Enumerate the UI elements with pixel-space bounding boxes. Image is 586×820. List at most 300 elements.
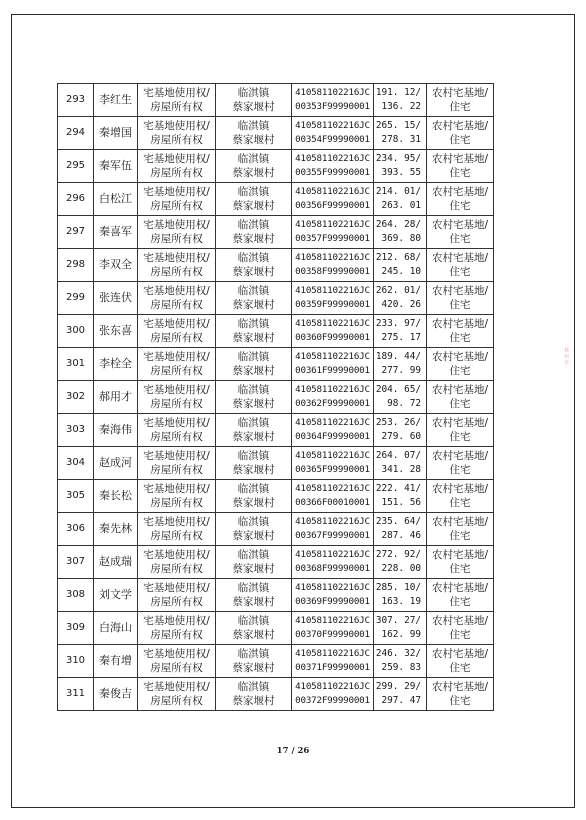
cell-right-type-text: 房屋所有权 <box>150 101 203 113</box>
cell-location-text: 蔡家堰村 <box>232 662 275 674</box>
cell-location <box>216 480 292 513</box>
cell-area-text: 420. 26 <box>381 299 421 310</box>
cell-unit-code <box>292 447 374 480</box>
cell-unit-code <box>292 579 374 612</box>
cell-right-type <box>138 546 216 579</box>
cell-holder-name <box>94 447 138 480</box>
cell-unit-code-text: 410581102216JC <box>295 483 370 494</box>
cell-serial-number-text: 304 <box>65 457 86 468</box>
cell-usage-text: 住宅 <box>449 200 471 212</box>
cell-location-text: 临淇镇 <box>237 417 270 429</box>
cell-area-text: 163. 19 <box>381 596 421 607</box>
cell-usage-text: 住宅 <box>449 167 471 179</box>
cell-right-type-text: 房屋所有权 <box>150 629 203 641</box>
cell-location <box>216 249 292 282</box>
cell-location-text: 蔡家堰村 <box>232 167 275 179</box>
cell-serial-number <box>58 216 94 249</box>
cell-location <box>216 513 292 546</box>
cell-usage <box>427 480 494 513</box>
table-row <box>58 315 494 348</box>
cell-location-text: 蔡家堰村 <box>232 134 275 146</box>
cell-unit-code-text: 410581102216JC <box>295 87 370 98</box>
cell-right-type-text: 宅基地使用权/ <box>143 549 210 561</box>
cell-usage <box>427 612 494 645</box>
cell-unit-code-text: 410581102216JC <box>295 384 370 395</box>
cell-right-type-text: 房屋所有权 <box>150 167 203 179</box>
cell-usage-text: 住宅 <box>449 101 471 113</box>
cell-holder-name <box>94 84 138 117</box>
cell-location-text: 临淇镇 <box>237 186 270 198</box>
cell-unit-code-text: 00362F99990001 <box>295 398 370 409</box>
cell-unit-code-text: 410581102216JC <box>295 153 370 164</box>
cell-location-text: 临淇镇 <box>237 615 270 627</box>
cell-area-text: 246. 32/ <box>375 648 421 659</box>
cell-right-type-text: 宅基地使用权/ <box>143 516 210 528</box>
cell-unit-code-text: 410581102216JC <box>295 648 370 659</box>
cell-right-type-text: 宅基地使用权/ <box>143 351 210 363</box>
cell-unit-code-text: 00360F99990001 <box>295 332 370 343</box>
cell-right-type-text: 宅基地使用权/ <box>143 384 210 396</box>
cell-unit-code-text: 410581102216JC <box>295 252 370 263</box>
cell-area <box>374 348 427 381</box>
cell-serial-number-text: 300 <box>65 325 86 336</box>
cell-serial-number-text: 302 <box>65 391 86 402</box>
cell-unit-code <box>292 513 374 546</box>
cell-location <box>216 678 292 711</box>
cell-unit-code-text: 00357F99990001 <box>295 233 370 244</box>
cell-area <box>374 612 427 645</box>
table-row <box>58 678 494 711</box>
cell-location-text: 蔡家堰村 <box>232 233 275 245</box>
cell-location <box>216 579 292 612</box>
cell-location-text: 临淇镇 <box>237 648 270 660</box>
cell-usage-text: 住宅 <box>449 266 471 278</box>
cell-holder-name <box>94 678 138 711</box>
cell-area <box>374 315 427 348</box>
cell-usage-text: 农村宅基地/ <box>431 219 489 231</box>
cell-usage-text: 农村宅基地/ <box>431 582 489 594</box>
cell-serial-number-text: 297 <box>65 226 86 237</box>
cell-holder-name <box>94 381 138 414</box>
cell-usage-text: 农村宅基地/ <box>431 153 489 165</box>
cell-usage <box>427 381 494 414</box>
cell-usage <box>427 117 494 150</box>
cell-location <box>216 381 292 414</box>
cell-serial-number-text: 298 <box>65 259 86 270</box>
cell-location-text: 蔡家堰村 <box>232 596 275 608</box>
cell-right-type-text: 宅基地使用权/ <box>143 87 210 99</box>
table-row <box>58 381 494 414</box>
cell-location <box>216 84 292 117</box>
cell-right-type <box>138 381 216 414</box>
cell-serial-number-text: 293 <box>65 94 86 105</box>
cell-serial-number-text: 311 <box>65 688 86 699</box>
cell-area-text: 191. 12/ <box>375 87 421 98</box>
cell-right-type-text: 宅基地使用权/ <box>143 450 210 462</box>
cell-usage-text: 住宅 <box>449 629 471 641</box>
cell-unit-code-text: 410581102216JC <box>295 681 370 692</box>
cell-right-type <box>138 348 216 381</box>
cell-usage-text: 住宅 <box>449 233 471 245</box>
cell-location <box>216 612 292 645</box>
cell-serial-number-text: 296 <box>65 193 86 204</box>
cell-usage <box>427 348 494 381</box>
cell-right-type <box>138 249 216 282</box>
cell-right-type-text: 宅基地使用权/ <box>143 615 210 627</box>
cell-unit-code-text: 00354F99990001 <box>295 134 370 145</box>
cell-location-text: 蔡家堰村 <box>232 332 275 344</box>
cell-location-text: 临淇镇 <box>237 153 270 165</box>
cell-right-type <box>138 216 216 249</box>
cell-right-type <box>138 612 216 645</box>
cell-serial-number-text: 301 <box>65 358 86 369</box>
cell-holder-name <box>94 282 138 315</box>
cell-location <box>216 348 292 381</box>
cell-right-type-text: 房屋所有权 <box>150 464 203 476</box>
cell-unit-code-text: 00365F99990001 <box>295 464 370 475</box>
cell-usage <box>427 183 494 216</box>
cell-location-text: 临淇镇 <box>237 681 270 693</box>
cell-usage <box>427 414 494 447</box>
cell-right-type-text: 房屋所有权 <box>150 596 203 608</box>
cell-holder-name-text: 秦长松 <box>99 489 132 502</box>
cell-right-type <box>138 117 216 150</box>
cell-area-text: 285. 10/ <box>375 582 421 593</box>
cell-usage-text: 农村宅基地/ <box>431 285 489 297</box>
cell-right-type-text: 房屋所有权 <box>150 563 203 575</box>
cell-holder-name-text: 秦军伍 <box>99 159 132 172</box>
cell-usage <box>427 282 494 315</box>
cell-unit-code <box>292 381 374 414</box>
cell-area-text: 341. 28 <box>381 464 421 475</box>
cell-unit-code-text: 00359F99990001 <box>295 299 370 310</box>
cell-area-text: 264. 07/ <box>375 450 421 461</box>
cell-right-type-text: 房屋所有权 <box>150 398 203 410</box>
cell-usage-text: 农村宅基地/ <box>431 384 489 396</box>
cell-serial-number <box>58 348 94 381</box>
cell-location-text: 临淇镇 <box>237 516 270 528</box>
cell-location-text: 临淇镇 <box>237 582 270 594</box>
cell-unit-code-text: 410581102216JC <box>295 450 370 461</box>
cell-right-type-text: 房屋所有权 <box>150 266 203 278</box>
table-row <box>58 513 494 546</box>
cell-location-text: 临淇镇 <box>237 450 270 462</box>
cell-usage-text: 农村宅基地/ <box>431 648 489 660</box>
cell-location-text: 蔡家堰村 <box>232 101 275 113</box>
cell-area-text: 222. 41/ <box>375 483 421 494</box>
cell-right-type-text: 房屋所有权 <box>150 134 203 146</box>
cell-holder-name <box>94 513 138 546</box>
table-row <box>58 216 494 249</box>
cell-right-type <box>138 645 216 678</box>
cell-area-text: 278. 31 <box>381 134 421 145</box>
table-row <box>58 249 494 282</box>
cell-holder-name-text: 秦海伟 <box>99 423 132 436</box>
cell-right-type-text: 房屋所有权 <box>150 431 203 443</box>
cell-right-type <box>138 579 216 612</box>
cell-holder-name-text: 李双全 <box>99 258 132 271</box>
cell-usage <box>427 513 494 546</box>
cell-unit-code-text: 00358F99990001 <box>295 266 370 277</box>
cell-serial-number <box>58 612 94 645</box>
cell-holder-name-text: 秦增国 <box>99 126 132 139</box>
cell-usage-text: 住宅 <box>449 332 471 344</box>
table-row <box>58 414 494 447</box>
cell-holder-name <box>94 645 138 678</box>
cell-right-type-text: 宅基地使用权/ <box>143 252 210 264</box>
cell-area <box>374 678 427 711</box>
cell-right-type-text: 宅基地使用权/ <box>143 186 210 198</box>
cell-right-type-text: 宅基地使用权/ <box>143 681 210 693</box>
cell-holder-name-text: 秦喜军 <box>99 225 132 238</box>
cell-right-type-text: 宅基地使用权/ <box>143 120 210 132</box>
cell-area-text: 235. 64/ <box>375 516 421 527</box>
cell-usage-text: 住宅 <box>449 662 471 674</box>
cell-location-text: 蔡家堰村 <box>232 365 275 377</box>
cell-unit-code <box>292 414 374 447</box>
cell-area <box>374 249 427 282</box>
cell-location-text: 蔡家堰村 <box>232 695 275 707</box>
cell-unit-code <box>292 183 374 216</box>
cell-location-text: 蔡家堰村 <box>232 563 275 575</box>
cell-holder-name <box>94 579 138 612</box>
cell-area-text: 234. 95/ <box>375 153 421 164</box>
cell-serial-number-text: 308 <box>65 589 86 600</box>
cell-serial-number-text: 303 <box>65 424 86 435</box>
cell-location-text: 临淇镇 <box>237 483 270 495</box>
cell-area-text: 287. 46 <box>381 530 421 541</box>
cell-right-type <box>138 84 216 117</box>
cell-unit-code-text: 410581102216JC <box>295 615 370 626</box>
cell-holder-name-text: 张连伏 <box>99 291 132 304</box>
cell-area-text: 264. 28/ <box>375 219 421 230</box>
cell-holder-name <box>94 612 138 645</box>
cell-area <box>374 579 427 612</box>
registry-table <box>57 83 494 711</box>
cell-area <box>374 183 427 216</box>
cell-location-text: 临淇镇 <box>237 318 270 330</box>
cell-location <box>216 282 292 315</box>
cell-area-text: 369. 80 <box>381 233 421 244</box>
cell-unit-code-text: 410581102216JC <box>295 186 370 197</box>
cell-usage-text: 住宅 <box>449 464 471 476</box>
cell-location-text: 临淇镇 <box>237 351 270 363</box>
table-row <box>58 84 494 117</box>
cell-right-type <box>138 315 216 348</box>
cell-serial-number <box>58 546 94 579</box>
cell-usage-text: 住宅 <box>449 134 471 146</box>
cell-serial-number-text: 310 <box>65 655 86 666</box>
cell-area-text: 245. 10 <box>381 266 421 277</box>
cell-right-type-text: 房屋所有权 <box>150 299 203 311</box>
table-row <box>58 447 494 480</box>
cell-unit-code-text: 00356F99990001 <box>295 200 370 211</box>
cell-area-text: 299. 29/ <box>375 681 421 692</box>
cell-location <box>216 315 292 348</box>
cell-serial-number <box>58 381 94 414</box>
cell-right-type-text: 房屋所有权 <box>150 233 203 245</box>
cell-holder-name-text: 郝用才 <box>99 390 132 403</box>
cell-usage-text: 农村宅基地/ <box>431 450 489 462</box>
cell-location <box>216 645 292 678</box>
cell-unit-code-text: 410581102216JC <box>295 549 370 560</box>
cell-right-type-text: 房屋所有权 <box>150 497 203 509</box>
cell-usage <box>427 249 494 282</box>
cell-location <box>216 546 292 579</box>
cell-usage-text: 农村宅基地/ <box>431 120 489 132</box>
cell-unit-code <box>292 645 374 678</box>
cell-usage-text: 住宅 <box>449 695 471 707</box>
cell-area <box>374 84 427 117</box>
cell-right-type-text: 宅基地使用权/ <box>143 219 210 231</box>
table-row <box>58 612 494 645</box>
cell-usage-text: 农村宅基地/ <box>431 483 489 495</box>
cell-unit-code-text: 00372F99990001 <box>295 695 370 706</box>
cell-serial-number <box>58 282 94 315</box>
cell-unit-code <box>292 249 374 282</box>
cell-location-text: 临淇镇 <box>237 384 270 396</box>
cell-usage-text: 农村宅基地/ <box>431 186 489 198</box>
cell-area-text: 189. 44/ <box>375 351 421 362</box>
cell-usage-text: 住宅 <box>449 497 471 509</box>
cell-unit-code <box>292 315 374 348</box>
cell-area-text: 265. 15/ <box>375 120 421 131</box>
cell-area-text: 136. 22 <box>381 101 421 112</box>
registry-table-container <box>57 83 494 711</box>
cell-area <box>374 480 427 513</box>
cell-location-text: 蔡家堰村 <box>232 299 275 311</box>
cell-holder-name-text: 秦先林 <box>99 522 132 535</box>
cell-holder-name-text: 张东喜 <box>99 324 132 337</box>
cell-serial-number <box>58 480 94 513</box>
cell-serial-number <box>58 645 94 678</box>
cell-holder-name-text: 李红生 <box>99 93 132 106</box>
cell-holder-name <box>94 315 138 348</box>
cell-area-text: 212. 68/ <box>375 252 421 263</box>
cell-right-type <box>138 447 216 480</box>
cell-unit-code-text: 410581102216JC <box>295 120 370 131</box>
cell-unit-code-text: 410581102216JC <box>295 318 370 329</box>
cell-area <box>374 546 427 579</box>
cell-unit-code-text: 410581102216JC <box>295 417 370 428</box>
cell-unit-code-text: 410581102216JC <box>295 351 370 362</box>
cell-location-text: 蔡家堰村 <box>232 464 275 476</box>
cell-location <box>216 183 292 216</box>
cell-serial-number-text: 305 <box>65 490 86 501</box>
cell-holder-name-text: 秦有增 <box>99 654 132 667</box>
cell-serial-number <box>58 447 94 480</box>
cell-usage-text: 农村宅基地/ <box>431 516 489 528</box>
cell-unit-code-text: 00367F99990001 <box>295 530 370 541</box>
cell-serial-number <box>58 84 94 117</box>
cell-usage <box>427 579 494 612</box>
cell-usage-text: 住宅 <box>449 563 471 575</box>
cell-right-type <box>138 282 216 315</box>
cell-unit-code <box>292 678 374 711</box>
cell-unit-code-text: 00364F99990001 <box>295 431 370 442</box>
cell-serial-number <box>58 183 94 216</box>
cell-serial-number <box>58 579 94 612</box>
cell-area-text: 98. 72 <box>387 398 421 409</box>
cell-usage <box>427 315 494 348</box>
cell-unit-code-text: 00361F99990001 <box>295 365 370 376</box>
cell-unit-code-text: 410581102216JC <box>295 582 370 593</box>
cell-unit-code-text: 410581102216JC <box>295 219 370 230</box>
cell-unit-code-text: 00369F99990001 <box>295 596 370 607</box>
cell-right-type-text: 房屋所有权 <box>150 365 203 377</box>
cell-area <box>374 381 427 414</box>
cell-usage <box>427 447 494 480</box>
cell-area <box>374 414 427 447</box>
cell-area-text: 297. 47 <box>381 695 421 706</box>
cell-usage-text: 住宅 <box>449 398 471 410</box>
cell-holder-name-text: 李栓全 <box>99 357 132 370</box>
table-row <box>58 183 494 216</box>
cell-location <box>216 414 292 447</box>
cell-right-type <box>138 513 216 546</box>
cell-unit-code <box>292 150 374 183</box>
cell-serial-number-text: 299 <box>65 292 86 303</box>
cell-holder-name <box>94 249 138 282</box>
cell-location-text: 蔡家堰村 <box>232 497 275 509</box>
cell-serial-number <box>58 678 94 711</box>
cell-holder-name <box>94 414 138 447</box>
cell-area <box>374 150 427 183</box>
cell-serial-number-text: 295 <box>65 160 86 171</box>
cell-right-type <box>138 183 216 216</box>
cell-unit-code <box>292 546 374 579</box>
cell-right-type-text: 宅基地使用权/ <box>143 285 210 297</box>
cell-location-text: 蔡家堰村 <box>232 398 275 410</box>
cell-usage <box>427 645 494 678</box>
cell-usage-text: 农村宅基地/ <box>431 252 489 264</box>
cell-holder-name <box>94 348 138 381</box>
cell-location-text: 蔡家堰村 <box>232 266 275 278</box>
cell-right-type-text: 宅基地使用权/ <box>143 417 210 429</box>
cell-right-type <box>138 150 216 183</box>
cell-unit-code <box>292 216 374 249</box>
cell-location <box>216 447 292 480</box>
cell-right-type-text: 房屋所有权 <box>150 695 203 707</box>
cell-usage-text: 农村宅基地/ <box>431 417 489 429</box>
table-row <box>58 348 494 381</box>
cell-location-text: 临淇镇 <box>237 549 270 561</box>
cell-serial-number-text: 294 <box>65 127 86 138</box>
table-row <box>58 579 494 612</box>
cell-area-text: 262. 01/ <box>375 285 421 296</box>
cell-area-text: 151. 56 <box>381 497 421 508</box>
cell-holder-name-text: 白海山 <box>99 621 132 634</box>
cell-unit-code-text: 00370F99990001 <box>295 629 370 640</box>
cell-area <box>374 216 427 249</box>
cell-unit-code-text: 00353F99990001 <box>295 101 370 112</box>
cell-holder-name <box>94 150 138 183</box>
cell-area-text: 279. 60 <box>381 431 421 442</box>
cell-serial-number-text: 306 <box>65 523 86 534</box>
cell-area-text: 162. 99 <box>381 629 421 640</box>
cell-serial-number <box>58 315 94 348</box>
cell-holder-name <box>94 546 138 579</box>
cell-unit-code-text: 00368F99990001 <box>295 563 370 574</box>
cell-location-text: 临淇镇 <box>237 120 270 132</box>
cell-usage-text: 住宅 <box>449 596 471 608</box>
cell-unit-code <box>292 117 374 150</box>
page-number: 17 / 26 <box>276 746 310 756</box>
cell-serial-number <box>58 513 94 546</box>
cell-area-text: 214. 01/ <box>375 186 421 197</box>
cell-unit-code-text: 410581102216JC <box>295 285 370 296</box>
cell-serial-number <box>58 150 94 183</box>
